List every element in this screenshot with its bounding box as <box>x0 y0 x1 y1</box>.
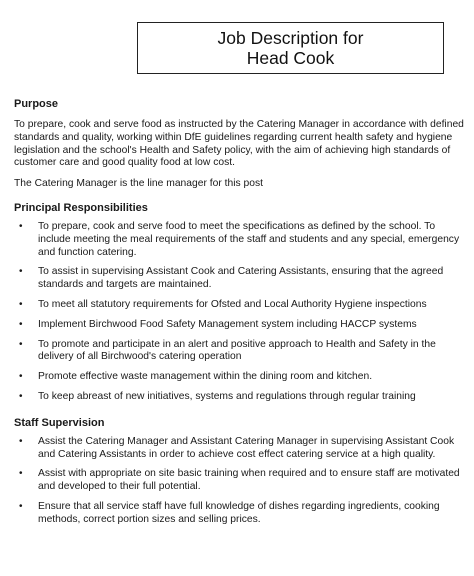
bullet-icon: • <box>19 298 23 310</box>
list-item-text: Assist the Catering Manager and Assistant Catering Manager in supervising Assistant Cook and Catering Assistants in order to achieve cost effect catering service at a high quality. <box>38 435 455 460</box>
list-item <box>14 319 464 332</box>
list-item-text: To promote and participate in an alert and positive approach to Health and Safety in the delivery of all Birchwood's catering operation <box>38 338 436 363</box>
list-item-text: Implement Birchwood Food Safety Management system including HACCP systems <box>38 318 417 330</box>
bullet-icon: • <box>19 500 23 512</box>
list-item-text: Ensure that all service staff have full knowledge of dishes regarding ingredients, cooking methods, correct portion sizes and selling prices. <box>38 500 440 525</box>
list-item <box>14 299 464 312</box>
responsibilities-list <box>14 221 464 404</box>
list-item-text: To assist in supervising Assistant Cook and Catering Assistants, ensuring that the agreed standards and targets are maintained. <box>38 266 444 291</box>
list-item-text: To meet all statutory requirements for Ofsted and Local Authority Hygiene inspections <box>38 298 427 310</box>
list-item-text: To keep abreast of new initiatives, systems and regulations through regular training <box>38 390 416 402</box>
list-item <box>14 501 464 527</box>
bullet-icon: • <box>19 468 23 480</box>
list-item <box>14 371 464 384</box>
purpose-heading: Purpose <box>14 98 59 110</box>
list-item <box>14 339 464 365</box>
supervision-list <box>14 436 464 527</box>
bullet-icon: • <box>19 371 23 383</box>
title-box <box>137 22 444 74</box>
line-manager-paragraph: The Catering Manager is the line manager for this post <box>14 178 263 190</box>
bullet-icon: • <box>19 220 23 232</box>
bullet-icon: • <box>19 390 23 402</box>
list-item-text: Promote effective waste management within the dining room and kitchen. <box>38 371 373 383</box>
list-item <box>14 266 464 292</box>
title-line-2: Head Cook <box>246 48 335 68</box>
list-item-text: To prepare, cook and serve food to meet the specifications as defined by the school. To include meeting the meal requirements of the staff and students and any special, emergency and function catering. <box>38 220 460 258</box>
list-item <box>14 221 464 259</box>
list-item <box>14 468 464 494</box>
list-item <box>14 436 464 462</box>
responsibilities-heading: Principal Responsibilities <box>14 201 148 214</box>
bullet-icon: • <box>19 318 23 330</box>
bullet-icon: • <box>19 266 23 278</box>
document-body <box>14 97 464 527</box>
bullet-icon: • <box>19 338 23 350</box>
bullet-icon: • <box>19 435 23 447</box>
title-line-1: Job Description for <box>217 28 364 48</box>
supervision-heading: Staff Supervision <box>14 416 105 429</box>
list-item <box>14 391 464 404</box>
purpose-paragraph: To prepare, cook and serve food as instructed by the Catering Manager in accordance with defined standards and quality, working within DfE guidelines regarding current health safety and hygiene legislation and the school's Health and Safety policy, with the aim of achieving high standards of customer care and good quality food at low cost. <box>14 119 464 169</box>
list-item-text: Assist with appropriate on site basic training when required and to ensure staff are motivated and developed to their full potential. <box>38 468 460 493</box>
